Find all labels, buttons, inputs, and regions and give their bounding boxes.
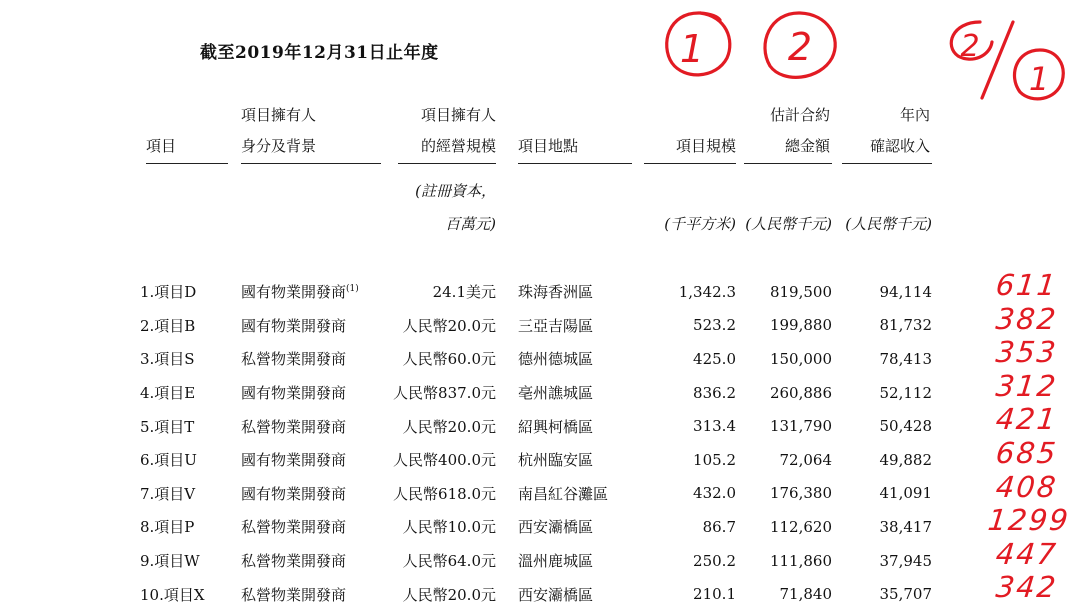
ratio-top-text: 2 xyxy=(960,29,980,64)
project-name-cell: 8.項目P xyxy=(140,518,195,537)
unit-revenue: (人民幣千元) xyxy=(845,215,932,233)
location-cell: 溫州鹿城區 xyxy=(518,552,594,571)
owner-scale-cell: 人民幣400.0元 xyxy=(393,451,496,470)
owner-scale-cell: 人民幣618.0元 xyxy=(393,484,496,503)
owner-scale-cell: 人民幣60.0元 xyxy=(402,350,496,369)
unit-contract: (人民幣千元) xyxy=(745,215,832,233)
project-name-cell: 9.項目W xyxy=(140,552,200,571)
owner-scale-cell: 人民幣837.0元 xyxy=(393,384,496,403)
revenue-cell: 94,114 xyxy=(879,282,932,301)
owner-scale-cell: 24.1美元 xyxy=(432,283,496,302)
handwritten-number: 447 xyxy=(994,536,1060,571)
project-name-cell: 10.項目X xyxy=(140,585,205,604)
header-location: 項目地點 xyxy=(518,137,579,155)
size-cell: 523.2 xyxy=(693,316,736,335)
unit-scale: 百萬元) xyxy=(445,215,496,233)
size-cell: 210.1 xyxy=(693,585,736,604)
owner-identity-cell: 私營物業開發商 xyxy=(241,350,347,369)
circle-1-text: 1 xyxy=(679,27,705,71)
circle-2-text: 2 xyxy=(787,25,813,69)
location-cell: 紹興柯橋區 xyxy=(518,417,594,436)
header-contract: 估計合約 總金額 xyxy=(769,106,830,155)
revenue-cell: 81,732 xyxy=(879,316,932,335)
size-cell: 1,342.3 xyxy=(678,282,736,301)
owner-identity-cell: 私營物業開發商 xyxy=(241,417,347,436)
header-project: 項目 xyxy=(146,137,177,155)
location-cell: 珠海香洲區 xyxy=(518,283,594,302)
size-cell: 313.4 xyxy=(693,417,736,436)
contract-cell: 71,840 xyxy=(779,585,832,604)
size-cell: 105.2 xyxy=(693,450,736,469)
handwritten-number: 685 xyxy=(994,436,1060,470)
handwritten-number: 342 xyxy=(994,570,1060,605)
handwritten-number: 611 xyxy=(994,268,1060,302)
location-cell: 杭州臨安區 xyxy=(518,451,594,470)
project-name-cell: 1.項目D xyxy=(140,283,197,302)
size-cell: 86.7 xyxy=(702,517,736,536)
revenue-cell: 50,428 xyxy=(879,417,932,436)
contract-cell: 260,886 xyxy=(769,383,832,402)
revenue-cell: 37,945 xyxy=(879,551,932,570)
owner-identity-cell: 國有物業開發商 xyxy=(241,451,347,470)
location-cell: 南昌紅谷灘區 xyxy=(518,484,609,503)
location-cell: 西安灞橋區 xyxy=(518,518,594,537)
project-name-cell: 6.項目U xyxy=(140,451,197,470)
contract-cell: 150,000 xyxy=(769,349,832,368)
header-owner-scale: 項目擁有人 的經營規模 xyxy=(420,106,496,155)
contract-cell: 819,500 xyxy=(769,282,832,301)
size-cell: 250.2 xyxy=(693,551,736,570)
location-cell: 三亞吉陽區 xyxy=(518,316,594,335)
project-name-cell: 3.項目S xyxy=(140,350,195,369)
owner-identity-cell: 國有物業開發商 xyxy=(241,384,347,403)
size-cell: 836.2 xyxy=(693,383,736,402)
size-cell: 425.0 xyxy=(693,349,736,368)
contract-cell: 112,620 xyxy=(769,517,832,536)
header-revenue: 年內 確認收入 xyxy=(869,106,930,155)
revenue-cell: 38,417 xyxy=(879,517,932,536)
owner-identity-cell: 國有物業開發商 xyxy=(241,316,347,335)
location-cell: 西安灞橋區 xyxy=(518,585,594,604)
header-size: 項目規模 xyxy=(675,137,736,155)
owner-identity-cell: 私營物業開發商 xyxy=(241,518,347,537)
contract-cell: 176,380 xyxy=(769,484,832,503)
project-name-cell: 2.項目B xyxy=(140,316,196,335)
contract-cell: 72,064 xyxy=(779,450,832,469)
revenue-cell: 41,091 xyxy=(879,484,932,503)
owner-scale-cell: 人民幣20.0元 xyxy=(402,417,496,436)
handwritten-number: 1299 xyxy=(986,503,1072,538)
header-owner-identity: 項目擁有人 身分及背景 xyxy=(241,106,317,155)
location-cell: 亳州譙城區 xyxy=(518,384,594,403)
handwritten-number: 312 xyxy=(994,368,1060,403)
owner-identity-cell: 私營物業開發商 xyxy=(241,552,347,571)
owner-scale-cell: 人民幣20.0元 xyxy=(402,316,496,335)
contract-cell: 111,860 xyxy=(769,551,832,570)
unit-size: (千平方米) xyxy=(664,215,736,233)
project-name-cell: 7.項目V xyxy=(140,484,196,503)
owner-scale-cell: 人民幣10.0元 xyxy=(402,518,496,537)
revenue-cell: 49,882 xyxy=(879,450,932,469)
table-title: 截至2019年12月31日止年度 xyxy=(200,43,439,63)
project-name-cell: 5.項目T xyxy=(140,417,195,436)
contract-cell: 131,790 xyxy=(769,417,832,436)
revenue-cell: 52,112 xyxy=(879,383,932,402)
revenue-cell: 35,707 xyxy=(879,585,932,604)
handwritten-number: 353 xyxy=(994,335,1060,370)
handwritten-number: 421 xyxy=(994,402,1060,437)
owner-identity-cell: 私營物業開發商 xyxy=(241,585,347,604)
revenue-cell: 78,413 xyxy=(879,349,932,368)
ratio-slash-icon xyxy=(982,22,1013,98)
contract-cell: 199,880 xyxy=(769,316,832,335)
ratio-bottom-text: 1 xyxy=(1028,60,1050,98)
owner-scale-cell: 人民幣64.0元 xyxy=(402,552,496,571)
size-cell: 432.0 xyxy=(693,484,736,503)
owner-scale-cell: 人民幣20.0元 xyxy=(402,585,496,604)
handwritten-number: 382 xyxy=(994,301,1060,336)
owner-identity-cell: 國有物業開發商$^{(1)}$ xyxy=(241,283,359,302)
unit-scale: (註冊資本， xyxy=(415,182,496,200)
owner-identity-cell: 國有物業開發商 xyxy=(241,484,347,503)
footnote-marker: (1) xyxy=(346,284,359,295)
handwritten-number: 408 xyxy=(994,469,1060,504)
location-cell: 德州德城區 xyxy=(518,350,594,369)
project-name-cell: 4.項目E xyxy=(140,384,196,403)
